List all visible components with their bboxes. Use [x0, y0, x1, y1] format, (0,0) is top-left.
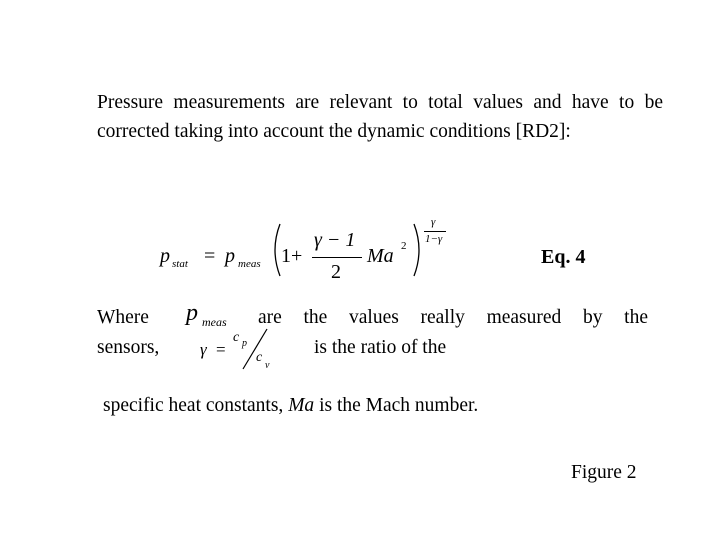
eq-numerator: γ − 1 — [314, 229, 356, 251]
ratio-text: is the ratio of the — [314, 337, 447, 358]
eq-rhs-subscript: meas — [238, 258, 261, 270]
cp-subscript: p — [242, 338, 247, 349]
eq-lhs-subscript: stat — [172, 258, 188, 270]
where-description: are the values really measured by the — [258, 307, 648, 328]
eq-denominator: 2 — [331, 261, 341, 283]
where-p-subscript: meas — [202, 315, 227, 329]
eq-equals: = — [204, 245, 216, 267]
intro-paragraph — [97, 88, 663, 146]
eq-rhs-p: p — [225, 245, 235, 267]
eq-exp-numerator: γ — [431, 216, 436, 228]
cp-symbol: c — [233, 330, 240, 345]
eq-mach: Ma — [367, 245, 394, 267]
eq-mach-exponent: 2 — [401, 240, 407, 252]
specific-heat-line — [103, 395, 478, 417]
eq-label: Eq. 4 — [541, 246, 586, 268]
line3-ma: Ma — [288, 395, 315, 416]
line3-start: specific heat constants, — [103, 395, 284, 416]
eq-fraction-bar — [312, 257, 362, 258]
where-p-symbol: p — [186, 300, 198, 326]
figure-caption: Figure 2 — [571, 462, 637, 483]
cv-subscript: v — [265, 360, 270, 371]
gamma-symbol: γ — [200, 340, 207, 359]
eq-lhs-p: p — [160, 245, 170, 267]
where-desc-line — [258, 307, 648, 329]
sensors-word: sensors, — [97, 337, 160, 358]
eq-exp-denominator: 1−γ — [425, 233, 443, 245]
eq-one-plus: 1+ — [281, 245, 303, 267]
line3-end: is the Mach number. — [319, 395, 479, 416]
eq-exp-bar — [424, 231, 446, 232]
cv-symbol: c — [256, 350, 263, 365]
gamma-equals: = — [216, 340, 226, 359]
where-word: Where — [97, 307, 149, 328]
intro-text: Pressure measurements are relevant to total values and have to be corrected taking into account the dynamic conditions [RD2]: — [97, 92, 663, 142]
